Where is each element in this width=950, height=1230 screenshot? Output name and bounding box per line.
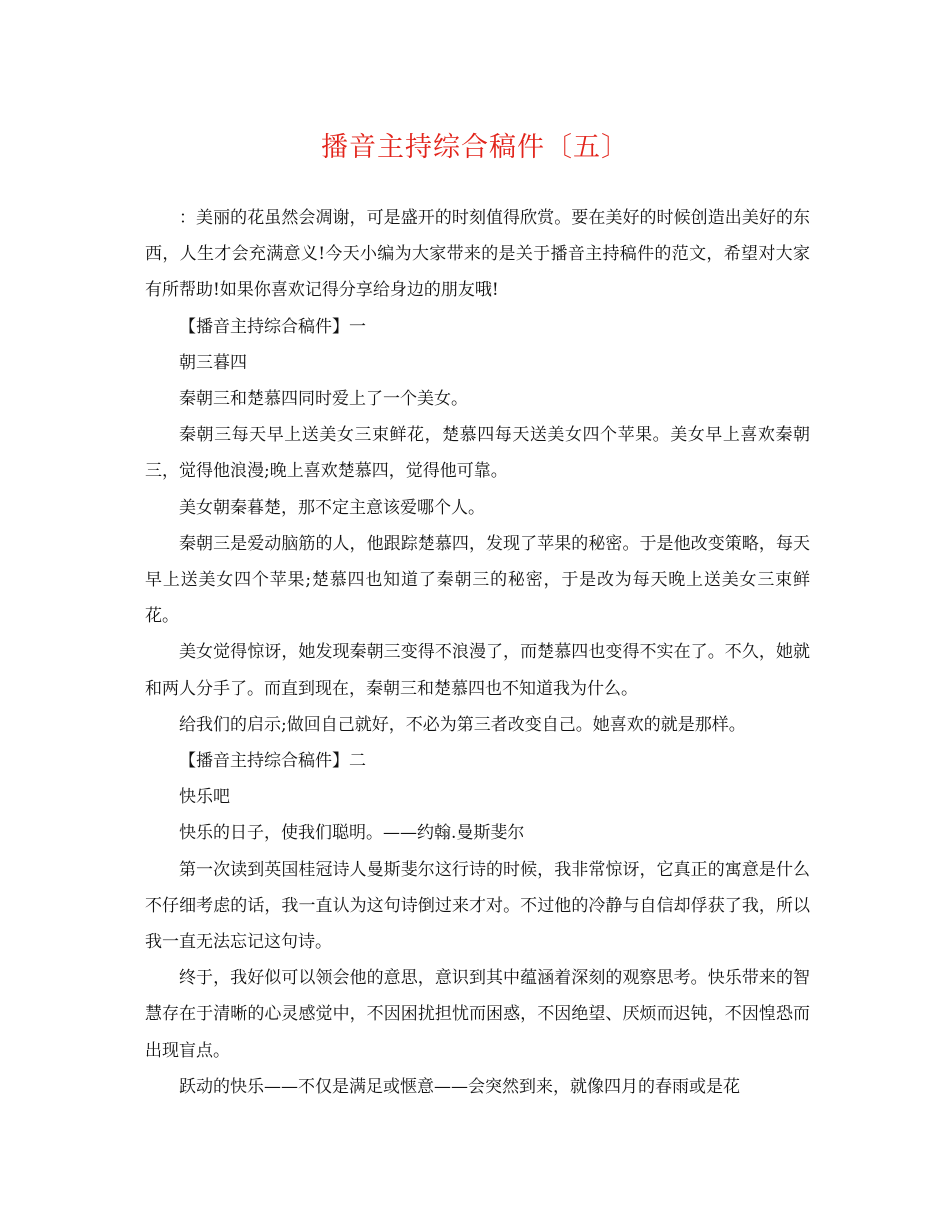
story-title-2: 快乐吧	[179, 787, 230, 808]
paragraph: 秦朝三是爱动脑筋的人，他跟踪楚慕四，发现了苹果的秘密。于是他改变策略，每天早上送美女四个苹果;楚慕四也知道了秦朝三的秘密，于是改为每天晚上送美女三束鲜花。	[145, 533, 810, 627]
paragraph: 美女觉得惊讶，她发现秦朝三变得不浪漫了，而楚慕四也变得不实在了。不久，她就和两人分手了。而直到现在，秦朝三和楚慕四也不知道我为什么。	[145, 642, 810, 699]
paragraph: 跃动的快乐——不仅是满足或惬意——会突然到来，就像四月的春雨或是花	[179, 1076, 740, 1097]
article-body	[145, 200, 810, 1105]
quote-line: 快乐的日子，使我们聪明。——约翰.曼斯斐尔	[179, 823, 525, 844]
paragraph: 终于，我好似可以领会他的意思，意识到其中蕴涵着深刻的观察思考。快乐带来的智慧存在于清晰的心灵感觉中，不因困扰担忧而困惑，不因绝望、厌烦而迟钝，不因惶恐而出现盲点。	[145, 968, 810, 1061]
paragraph: 第一次读到英国桂冠诗人曼斯斐尔这行诗的时候，我非常惊讶，它真正的寓意是什么不仔细考虑的话，我一直认为这句诗倒过来才对。不过他的冷静与自信却俘获了我，所以我一直无法忘记这句诗。	[145, 859, 810, 953]
paragraph: 秦朝三和楚慕四同时爱上了一个美女。	[179, 389, 468, 410]
page-title: 播音主持综合稿件〔五〕	[321, 132, 629, 163]
paragraph-intro: ：美丽的花虽然会凋谢，可是盛开的时刻值得欣赏。要在美好的时候创造出美好的东西，人生才会充满意义!今天小编为大家带来的是关于播音主持稿件的范文，希望对大家有所帮助!如果你喜欢记得分享给身边的朋友哦!	[145, 208, 810, 301]
section-heading-1: 【播音主持综合稿件】一	[179, 316, 366, 337]
paragraph: 秦朝三每天早上送美女三束鲜花，楚慕四每天送美女四个苹果。美女早上喜欢秦朝三，觉得他浪漫;晚上喜欢楚慕四，觉得他可靠。	[145, 425, 810, 482]
section-heading-2: 【播音主持综合稿件】二	[179, 751, 366, 772]
paragraph: 美女朝秦暮楚，那不定主意该爱哪个人。	[179, 497, 485, 518]
story-title-1: 朝三暮四	[179, 352, 247, 373]
paragraph: 给我们的启示;做回自己就好，不必为第三者改变自己。她喜欢的就是那样。	[179, 714, 746, 735]
